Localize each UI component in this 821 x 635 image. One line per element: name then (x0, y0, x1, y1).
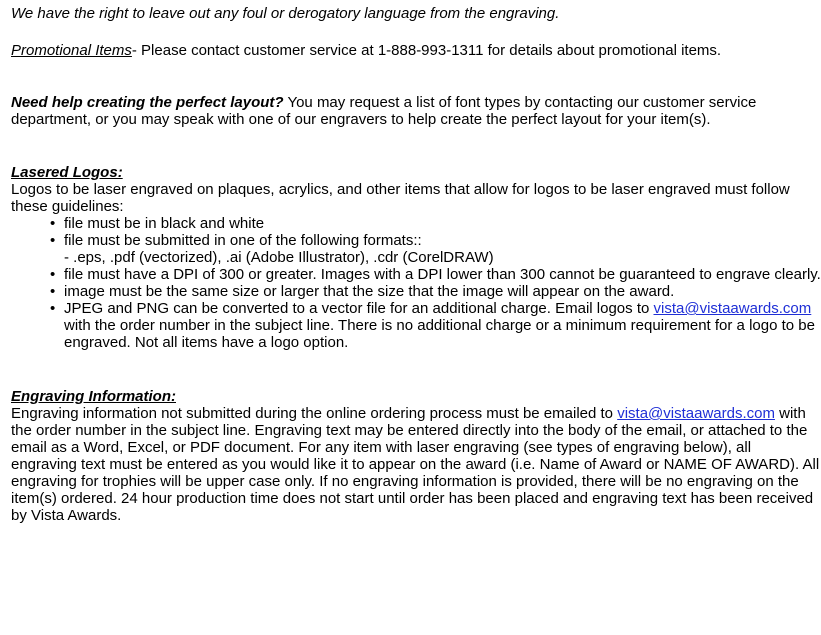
guideline-text: JPEG and PNG can be converted to a vector file for an additional charge. Email logos to (64, 300, 654, 317)
engraving-email-link[interactable]: vista@vistaawards.com (617, 405, 775, 422)
engraving-information-heading: Engraving Information: (11, 388, 176, 405)
lasered-logos-intro: Logos to be laser engraved on plaques, acrylics, and other items that allow for logos to be laser engraved must follow these guidelines: (11, 181, 790, 215)
engraving-information-paragraph (11, 405, 821, 524)
file-formats-text: - .eps, .pdf (vectorized), .ai (Adobe Illustrator), .cdr (CorelDRAW) (64, 249, 494, 266)
engraving-information-text: Engraving information not submitted during the online ordering process must be emailed to (11, 405, 618, 422)
bullet-icon: • (50, 266, 56, 283)
layout-help-paragraph (11, 94, 821, 128)
list-item (50, 215, 821, 232)
list-item (50, 283, 821, 300)
lasered-logos-heading: Lasered Logos: (11, 164, 123, 181)
list-item (50, 266, 821, 283)
guideline-text: image must be the same size or larger that the size that the image will appear on the award. (64, 283, 675, 300)
layout-help-lead: Need help creating the perfect layout? (11, 94, 284, 111)
list-item (50, 232, 821, 266)
promotional-items-label: Promotional Items (11, 42, 132, 59)
guideline-text: file must be submitted in one of the following formats:: (64, 232, 422, 249)
layout-help-text: You may request a list of font types by contacting our customer service department, or you may speak with one of our engravers to help create the perfect layout for your item(s). (11, 94, 757, 128)
engraving-information-section (11, 388, 821, 524)
promotional-items-text: - Please contact customer service at 1-888-993-1311 for details about promotional items. (131, 42, 722, 59)
bullet-icon: • (50, 215, 56, 232)
logo-guidelines-list (11, 215, 821, 351)
guideline-text: file must be in black and white (64, 215, 265, 232)
bullet-icon: • (50, 232, 56, 249)
bullet-icon: • (50, 283, 56, 300)
logo-email-link[interactable]: vista@vistaawards.com (653, 300, 812, 317)
engraving-information-text: with the order number in the subject line. Engraving text may be entered directly into the body of the email, or attached to the email as a Word, Excel, or PDF document. For any item with laser engraving (see types of engraving below), all engraving text must be entered as you would like it to appear on the award (i.e. Name of Award or NAME OF AWARD). All engraving for trophies will be upper case only. If no engraving information is provided, there will be no engraving on the item(s) ordered. 24 hour production time does not start until order has been placed and engraving text has been received by Vista Awards. (11, 405, 820, 524)
list-item (50, 300, 821, 351)
bullet-icon: • (50, 300, 56, 317)
promotional-items-paragraph (11, 42, 821, 59)
lasered-logos-section (11, 164, 821, 351)
disclaimer-text: We have the right to leave out any foul or derogatory language from the engraving. (11, 5, 560, 22)
guideline-text: with the order number in the subject line. There is no additional charge or a minimum requirement for a logo to be engraved. Not all items have a logo option. (64, 317, 815, 351)
guideline-text: file must have a DPI of 300 or greater. Images with a DPI lower than 300 cannot be guaranteed to engrave clearly. (64, 266, 821, 283)
